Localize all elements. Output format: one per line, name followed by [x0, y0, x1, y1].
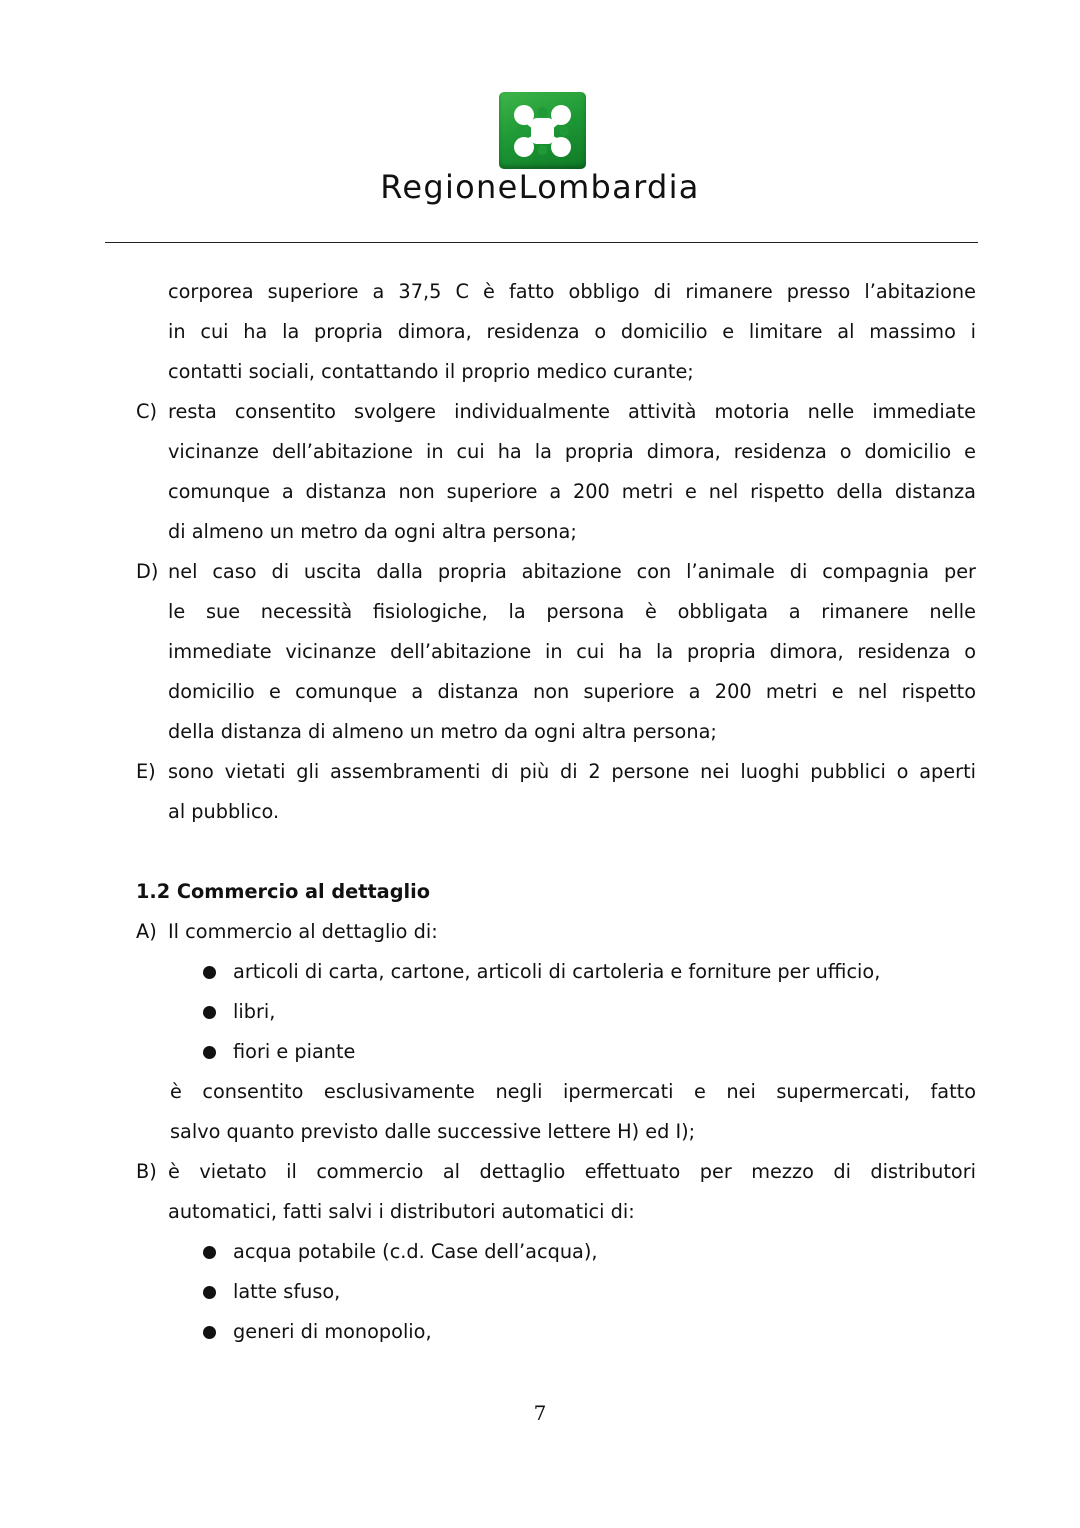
- bullet-item: acqua potabile (c.d. Case dell’acqua),: [233, 1240, 598, 1263]
- page-number: 7: [533, 1401, 547, 1425]
- text-line: immediate vicinanze dell’abitazione in cui ha la propria dimora, residenza o: [168, 640, 976, 663]
- text-line: domicilio e comunque a distanza non superiore a 200 metri e nel rispetto: [168, 680, 976, 703]
- text-line: comunque a distanza non superiore a 200 metri e nel rispetto della distanza: [168, 480, 976, 503]
- text-line: nel caso di uscita dalla propria abitazione con l’animale di compagnia per: [168, 560, 976, 583]
- text-line: le sue necessità fisiologiche, la persona è obbligata a rimanere nelle: [168, 600, 976, 623]
- text-line: contatti sociali, contattando il proprio medico curante;: [168, 360, 694, 383]
- text-line: di almeno un metro da ogni altra persona;: [168, 520, 577, 543]
- bullet-item: generi di monopolio,: [233, 1320, 432, 1343]
- list-marker: E): [136, 760, 156, 783]
- text-line: al pubblico.: [168, 800, 280, 823]
- bullet-icon: [203, 1326, 216, 1339]
- text-line: corporea superiore a 37,5 C è fatto obbligo di rimanere presso l’abitazione: [168, 280, 976, 303]
- bullet-icon: [203, 1286, 216, 1299]
- header-divider: [105, 242, 978, 243]
- rosa-camuna-icon: [499, 92, 586, 169]
- bullet-item: fiori e piante: [233, 1040, 356, 1063]
- bullet-icon: [203, 1006, 216, 1019]
- text-line: è vietato il commercio al dettaglio effettuato per mezzo di distributori: [168, 1160, 976, 1183]
- text-line: della distanza di almeno un metro da ogni altra persona;: [168, 720, 717, 743]
- bullet-item: libri,: [233, 1000, 276, 1023]
- text-line: in cui ha la propria dimora, residenza o domicilio e limitare al massimo i: [168, 320, 976, 343]
- bullet-item: latte sfuso,: [233, 1280, 341, 1303]
- text-line: vicinanze dell’abitazione in cui ha la propria dimora, residenza o domicilio e: [168, 440, 976, 463]
- section-heading: 1.2 Commercio al dettaglio: [136, 880, 430, 903]
- region-logo: [499, 92, 586, 169]
- list-marker: D): [136, 560, 159, 583]
- text-line: automatici, fatti salvi i distributori automatici di:: [168, 1200, 635, 1223]
- list-marker: A): [136, 920, 157, 943]
- logo-text: RegioneLombardia: [380, 168, 700, 206]
- bullet-icon: [203, 966, 216, 979]
- text-line: sono vietati gli assembramenti di più di 2 persone nei luoghi pubblici o aperti: [168, 760, 976, 783]
- text-line: Il commercio al dettaglio di:: [168, 920, 438, 943]
- text-line: salvo quanto previsto dalle successive lettere H) ed I);: [170, 1120, 696, 1143]
- list-marker: B): [136, 1160, 157, 1183]
- bullet-icon: [203, 1046, 216, 1059]
- bullet-icon: [203, 1246, 216, 1259]
- bullet-item: articoli di carta, cartone, articoli di cartoleria e forniture per ufficio,: [233, 960, 881, 983]
- list-marker: C): [136, 400, 157, 423]
- text-line: resta consentito svolgere individualmente attività motoria nelle immediate: [168, 400, 976, 423]
- text-line: è consentito esclusivamente negli ipermercati e nei supermercati, fatto: [170, 1080, 976, 1103]
